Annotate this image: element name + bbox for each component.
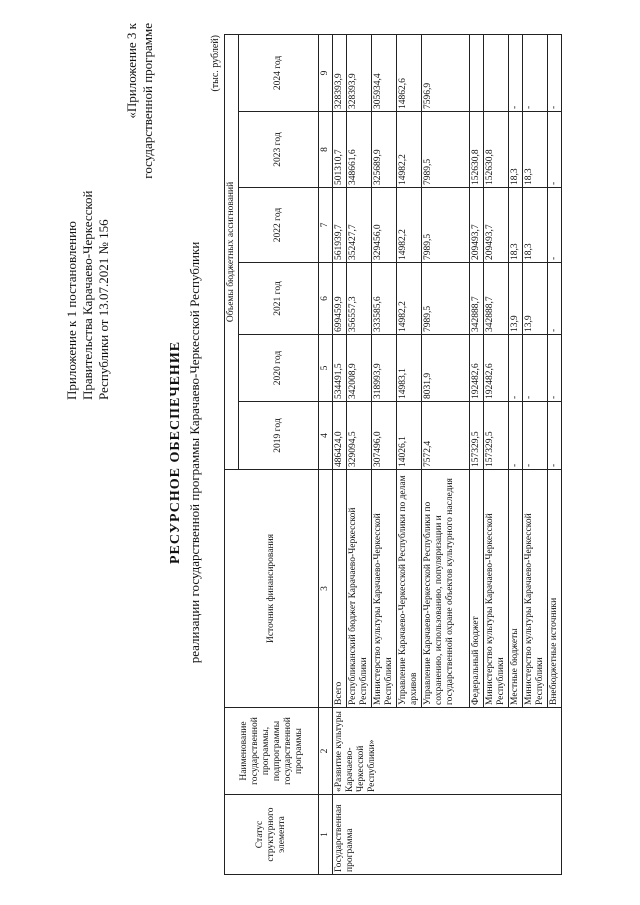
value-cell: 486424,0 — [333, 402, 347, 470]
value-cell: - — [509, 335, 523, 402]
value-cell — [470, 34, 484, 111]
value-cell: 7989,5 — [422, 188, 470, 263]
value-cell: 561939,7 — [333, 188, 347, 263]
column-number: 9 — [319, 34, 333, 111]
value-cell: 318993,9 — [372, 335, 397, 402]
source-cell: Министерство культуры Карачаево-Черкесской Республики — [523, 470, 548, 708]
value-cell: - — [548, 402, 562, 470]
value-cell: 14026,1 — [397, 402, 422, 470]
header-volumes: Объемы бюджетных ассигнований — [225, 34, 239, 469]
value-cell: 7596,9 — [422, 34, 470, 111]
value-cell: 18,3 — [523, 188, 548, 263]
value-cell: 333585,6 — [372, 263, 397, 335]
value-cell: 13,9 — [523, 263, 548, 335]
value-cell: 14862,6 — [397, 34, 422, 111]
appendix-line: государственной программе — [140, 23, 155, 179]
value-cell: 342888,7 — [470, 263, 484, 335]
value-cell — [484, 34, 509, 111]
header-year: 2024 год — [239, 34, 319, 111]
value-cell: 18,3 — [509, 188, 523, 263]
program-name-cell: «Развитие культуры Карачаево-Черкесской Республики» — [333, 708, 562, 795]
value-cell: - — [548, 335, 562, 402]
value-cell: 325689,9 — [372, 112, 397, 188]
value-cell: - — [548, 112, 562, 188]
value-cell: 534491,5 — [333, 335, 347, 402]
value-cell: - — [523, 34, 548, 111]
appendix-line: «Приложение 3 к — [124, 23, 139, 119]
value-cell: 14982,2 — [397, 188, 422, 263]
value-cell: 305934,4 — [372, 34, 397, 111]
resource-table — [224, 34, 562, 875]
source-cell: Министерство культуры Карачаево-Черкесской Республики — [372, 470, 397, 708]
column-number: 1 — [319, 795, 333, 875]
value-cell: 352427,7 — [347, 188, 372, 263]
document-subtitle: реализации государственной программы Карачаево-Черкесской Республики — [187, 241, 202, 664]
header-status: Статус структурного элемента — [225, 795, 319, 875]
value-cell: 348661,6 — [347, 112, 372, 188]
source-cell: Всего — [333, 470, 347, 708]
value-cell: 192482,6 — [484, 335, 509, 402]
value-cell: 501310,7 — [333, 112, 347, 188]
source-cell: Управление Карачаево-Черкесской Республики по сохранению, использованию, популяризации и государственной охране объектов культурного наследия — [422, 470, 470, 708]
source-cell: Министерство культуры Карачаево-Черкесской Республики — [484, 470, 509, 708]
value-cell: - — [548, 263, 562, 335]
value-cell: - — [523, 402, 548, 470]
header-source: Источник финансирования — [225, 470, 319, 708]
value-cell: 18,3 — [509, 112, 523, 188]
column-number: 5 — [319, 335, 333, 402]
source-cell: Управление Карачаево-Черкесской Республики по делам архивов — [397, 470, 422, 708]
value-cell: 328393,9 — [347, 34, 372, 111]
value-cell: - — [548, 188, 562, 263]
value-cell: 14982,2 — [397, 112, 422, 188]
header-row — [225, 34, 239, 874]
value-cell: - — [523, 335, 548, 402]
value-cell: 342008,9 — [347, 335, 372, 402]
source-cell: Федеральный бюджет — [470, 470, 484, 708]
column-number: 6 — [319, 263, 333, 335]
value-cell: 152630,8 — [470, 112, 484, 188]
value-cell: 209493,7 — [470, 188, 484, 263]
value-cell: 18,3 — [523, 112, 548, 188]
value-cell: 152630,8 — [484, 112, 509, 188]
status-cell: Государственная программа — [333, 795, 562, 875]
header-program-name: Наименование государственной программы, подпрограммы государственной программы — [225, 708, 319, 795]
value-cell: 329094,5 — [347, 402, 372, 470]
value-cell: 13,9 — [509, 263, 523, 335]
column-number: 3 — [319, 470, 333, 708]
value-cell: 157329,5 — [470, 402, 484, 470]
units-label: (тыс. рублей) — [210, 35, 221, 92]
column-number: 2 — [319, 708, 333, 795]
document-title: РЕСУРСНОЕ ОБЕСПЕЧЕНИЕ — [168, 340, 183, 565]
value-cell: 7989,5 — [422, 112, 470, 188]
value-cell: 342888,7 — [484, 263, 509, 335]
value-cell: - — [509, 402, 523, 470]
value-cell: 14983,1 — [397, 335, 422, 402]
value-cell: 307496,0 — [372, 402, 397, 470]
appendix-note — [124, 23, 156, 223]
source-cell: Республиканский бюджет Карачаево-Черкесской Республики — [347, 470, 372, 708]
value-cell: 699459,9 — [333, 263, 347, 335]
value-cell: 8031,9 — [422, 335, 470, 402]
value-cell: - — [548, 34, 562, 111]
header-line: Правительства Карачаево-Черкесской — [80, 190, 95, 400]
value-cell: - — [509, 34, 523, 111]
header-year: 2019 год — [239, 402, 319, 470]
value-cell: 157329,5 — [484, 402, 509, 470]
value-cell: 7989,5 — [422, 263, 470, 335]
source-cell: Внебюджетные источники — [548, 470, 562, 708]
value-cell: 356557,3 — [347, 263, 372, 335]
header-line: Республики от 13.07.2021 № 156 — [96, 219, 111, 400]
header-line: Приложение к 1 постановлению — [64, 221, 79, 400]
source-cell: Местные бюджеты — [509, 470, 523, 708]
value-cell: 328393,9 — [333, 34, 347, 111]
column-number: 7 — [319, 188, 333, 263]
table-row — [333, 34, 347, 874]
column-number: 4 — [319, 402, 333, 470]
value-cell: 209493,7 — [484, 188, 509, 263]
column-number-row — [319, 34, 333, 874]
value-cell: 192482,6 — [470, 335, 484, 402]
header-year: 2021 год — [239, 263, 319, 335]
header-year: 2023 год — [239, 112, 319, 188]
value-cell: 7572,4 — [422, 402, 470, 470]
value-cell: 14982,2 — [397, 263, 422, 335]
column-number: 8 — [319, 112, 333, 188]
value-cell: 329456,0 — [372, 188, 397, 263]
header-year: 2020 год — [239, 335, 319, 402]
decree-attachment-header — [64, 40, 112, 400]
header-year: 2022 год — [239, 188, 319, 263]
